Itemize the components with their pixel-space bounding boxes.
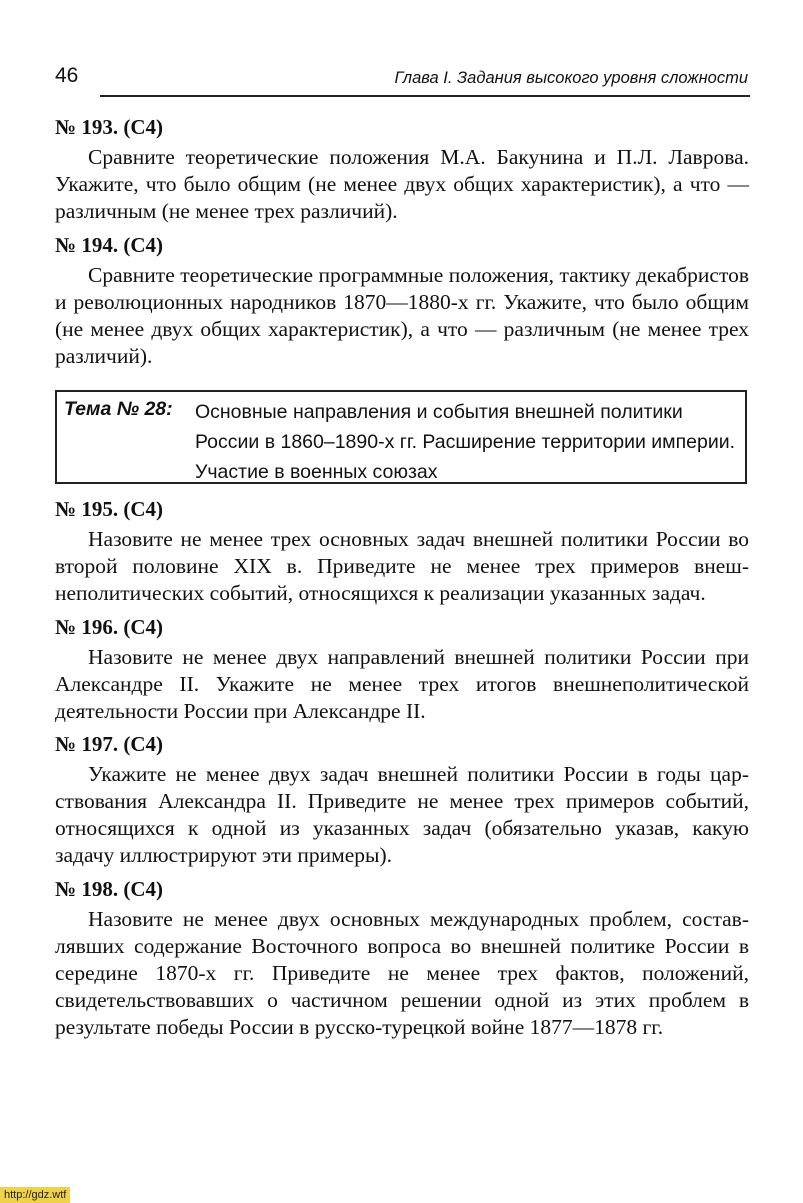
task-text: Назовите не менее трех основных задач внешней политики России во второй половине XIX в. Приведите не менее трех примеров внешнеполитических событий, относящихся к реализации указанных задач. [55,527,749,605]
task-197 [55,731,749,869]
task-number: № 198. (С4) [55,877,164,901]
task-text: Назовите не менее двух направлений внешней политики России при Александре II. Укажите не менее трех итогов внешнеполитической деятельности России при Александре II. [55,645,749,723]
task-text: Укажите не менее двух задач внешней политики России в годы царствования Александра II. Приведите не менее трех примеров событий, относящихся к одной из указанных задач (обязательно указав, какую задачу иллюстрируют эти примеры). [55,762,749,867]
task-194 [55,232,749,370]
task-198 [55,876,749,1041]
task-number: № 195. (С4) [55,497,164,521]
task-text: Назовите не менее двух основных международных проблем, составлявших содержание Восточного вопроса во внешней политике России в середине 1870-х гг. Приведите не менее трех фактов, положений, свидетельствовавших о частичном решении одной из этих проблем в результате победы России в русско-турецкой войне 1877—1878 гг. [55,907,749,1039]
topic-box [55,390,747,484]
header-rule [100,95,750,97]
task-number: № 196. (С4) [55,615,164,639]
task-text: Сравните теоретические программные положения, тактику декабристов и революционных народников 1870—1880-х гг. Укажите, что было общим (не менее двух общих характеристик), а что — различным (не менее трех различий). [55,263,749,368]
topic-label: Тема № 28: [64,398,173,420]
task-196 [55,614,749,725]
task-number: № 197. (С4) [55,732,164,756]
task-number: № 194. (С4) [55,233,164,257]
running-head: Глава I. Задания высокого уровня сложности [394,69,748,87]
task-number: № 193. (С4) [55,115,164,139]
watermark-link[interactable]: http://gdz.wtf [0,1187,70,1203]
task-text: Сравните теоретические положения М.А. Бакунина и П.Л. Лаврова. Укажите, что было общим (не менее двух общих характеристик), а что — различным (не менее трех различий). [55,145,749,223]
task-195 [55,496,749,607]
topic-text: Основные направления и события внешней политики России в 1860–1890-х гг. Расширение территории империи. Участие в военных союзах [195,401,736,483]
task-193 [55,114,749,225]
page-number: 46 [55,64,79,87]
